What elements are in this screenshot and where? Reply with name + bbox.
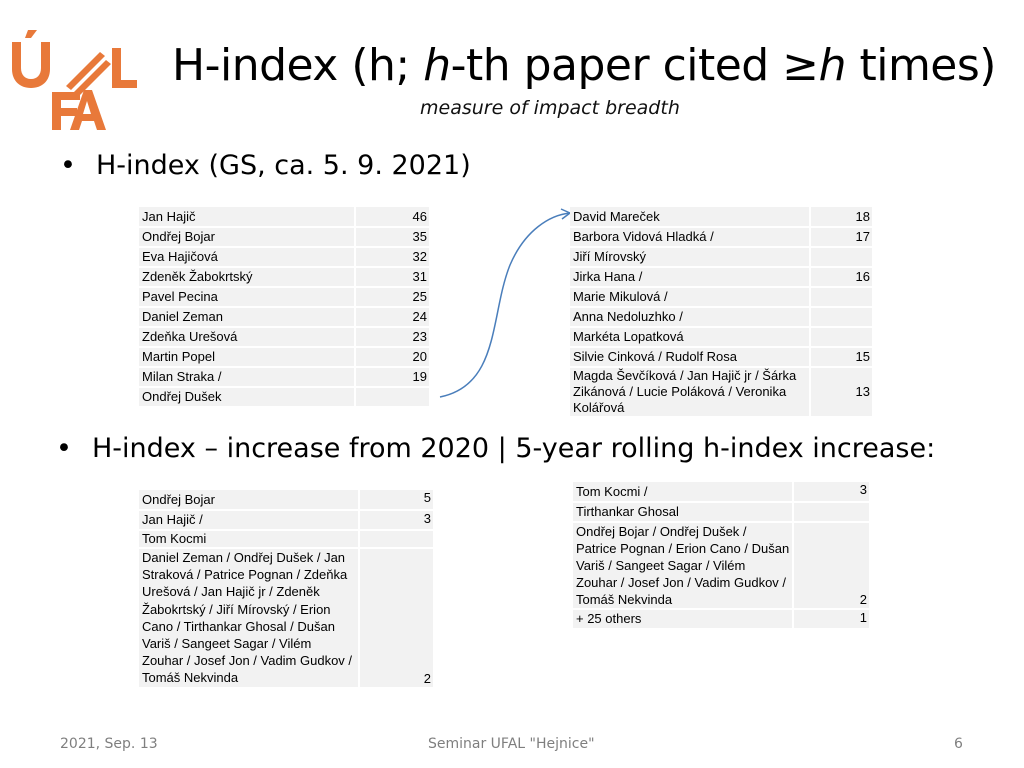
- table-cell-value: 5: [359, 490, 433, 510]
- table-cell-name: Daniel Zeman: [139, 307, 355, 327]
- table-cell-value: 17: [810, 227, 872, 247]
- footer-date: 2021, Sep. 13: [60, 736, 158, 752]
- table-row: [570, 347, 872, 367]
- table-row: [570, 367, 872, 417]
- table-cell-value: 2: [359, 548, 433, 688]
- table-cell-value: [810, 287, 872, 307]
- table-cell-value: 13: [810, 367, 872, 417]
- table-cell-name: Ondřej Bojar / Ondřej Dušek / Patrice Pognan / Erion Cano / Dušan Variš / Sangeet Sagar / Vilém Zouhar / Josef Jon / Vadim Gudkov / Tomáš Nekvinda: [573, 522, 793, 609]
- table-cell-name: Zdeňka Urešová: [139, 327, 355, 347]
- table-cell-value: 25: [355, 287, 429, 307]
- table-cell-name: Jan Hajič /: [139, 510, 359, 530]
- table-cell-value: 2: [793, 522, 869, 609]
- table-cell-name: Silvie Cinková / Rudolf Rosa: [570, 347, 810, 367]
- table-row: [139, 367, 429, 387]
- table-cell-name: + 25 others: [573, 609, 793, 629]
- table-cell-name: Ondřej Dušek: [139, 387, 355, 407]
- table-cell-value: 46: [355, 207, 429, 227]
- table-cell-value: 20: [355, 347, 429, 367]
- table-cell-value: [793, 502, 869, 522]
- table-row: [573, 502, 869, 522]
- table-row: [139, 387, 429, 407]
- table-cell-name: David Mareček: [570, 207, 810, 227]
- table-cell-name: Ondřej Bojar: [139, 490, 359, 510]
- ufal-logo: [8, 28, 138, 132]
- table-row: [139, 327, 429, 347]
- table-cell-value: [355, 387, 429, 407]
- hindex-table-continued: [570, 207, 872, 418]
- table-cell-value: 3: [793, 482, 869, 502]
- table-cell-name: Jiří Mírovský: [570, 247, 810, 267]
- table-cell-name: Eva Hajičová: [139, 247, 355, 267]
- table-cell-name: Marie Mikulová /: [570, 287, 810, 307]
- bullet-dot: •: [56, 433, 72, 464]
- table-cell-value: 35: [355, 227, 429, 247]
- table-cell-value: [810, 327, 872, 347]
- table-row: [570, 307, 872, 327]
- page-subtitle: measure of impact breadth: [420, 97, 680, 119]
- table-row: [139, 287, 429, 307]
- table-row: [570, 227, 872, 247]
- table-row: [139, 490, 433, 510]
- table-row: [570, 287, 872, 307]
- table-cell-name: Ondřej Bojar: [139, 227, 355, 247]
- rolling-increase-table: [573, 482, 869, 630]
- footer-center: Seminar UFAL "Hejnice": [428, 736, 595, 752]
- table-cell-name: Tom Kocmi: [139, 530, 359, 548]
- table-row: [139, 247, 429, 267]
- page-title: H-index (h; h-th paper cited ≥h times): [172, 40, 996, 91]
- table-cell-name: Daniel Zeman / Ondřej Dušek / Jan Straková / Patrice Pognan / Zdeňka Urešová / Jan Hajič jr / Zdeněk Žabokrtský / Jiří Mírovský / Erion Cano / Tirthankar Ghosal / Dušan Variš / Sangeet Sagar / Vilém Zouhar / Josef Jon / Vadim Gudkov / Tomáš Nekvinda: [139, 548, 359, 688]
- table-row: [570, 327, 872, 347]
- table-cell-value: 23: [355, 327, 429, 347]
- bullet-hindex: • H-index (GS, ca. 5. 9. 2021): [60, 150, 471, 181]
- table-row: [573, 482, 869, 502]
- table-row: [139, 207, 429, 227]
- table-row: [139, 548, 433, 688]
- table-cell-name: Zdeněk Žabokrtský: [139, 267, 355, 287]
- table-cell-value: 16: [810, 267, 872, 287]
- table-cell-name: Markéta Lopatková: [570, 327, 810, 347]
- table-row: [570, 267, 872, 287]
- table-cell-value: [810, 307, 872, 327]
- table-cell-name: Martin Popel: [139, 347, 355, 367]
- connector-arrow: [430, 205, 580, 405]
- table-row: [570, 207, 872, 227]
- table-cell-name: Pavel Pecina: [139, 287, 355, 307]
- increase-table: [139, 490, 433, 689]
- table-cell-value: [359, 530, 433, 548]
- table-cell-value: 15: [810, 347, 872, 367]
- table-cell-value: 3: [359, 510, 433, 530]
- bullet-increase: • H-index – increase from 2020 | 5-year rolling h-index increase:: [56, 433, 936, 464]
- table-row: [139, 267, 429, 287]
- table-row: [573, 609, 869, 629]
- bullet-dot: •: [60, 150, 76, 181]
- table-row: [139, 307, 429, 327]
- page-number: 6: [954, 736, 963, 752]
- table-row: [570, 247, 872, 267]
- table-cell-value: 1: [793, 609, 869, 629]
- table-cell-value: 19: [355, 367, 429, 387]
- table-cell-name: Jirka Hana /: [570, 267, 810, 287]
- table-cell-value: 18: [810, 207, 872, 227]
- table-cell-name: Anna Nedoluzhko /: [570, 307, 810, 327]
- table-row: [139, 510, 433, 530]
- table-cell-value: 31: [355, 267, 429, 287]
- table-row: [573, 522, 869, 609]
- table-row: [139, 347, 429, 367]
- table-cell-name: Milan Straka /: [139, 367, 355, 387]
- table-cell-value: 32: [355, 247, 429, 267]
- table-cell-name: Tom Kocmi /: [573, 482, 793, 502]
- table-row: [139, 227, 429, 247]
- table-row: [139, 530, 433, 548]
- table-cell-name: Barbora Vidová Hladká /: [570, 227, 810, 247]
- table-cell-value: [810, 247, 872, 267]
- table-cell-name: Jan Hajič: [139, 207, 355, 227]
- table-cell-name: Magda Ševčíková / Jan Hajič jr / Šárka Zikánová / Lucie Poláková / Veronika Kolářová: [570, 367, 810, 417]
- table-cell-value: 24: [355, 307, 429, 327]
- hindex-table-top: [139, 207, 429, 408]
- table-cell-name: Tirthankar Ghosal: [573, 502, 793, 522]
